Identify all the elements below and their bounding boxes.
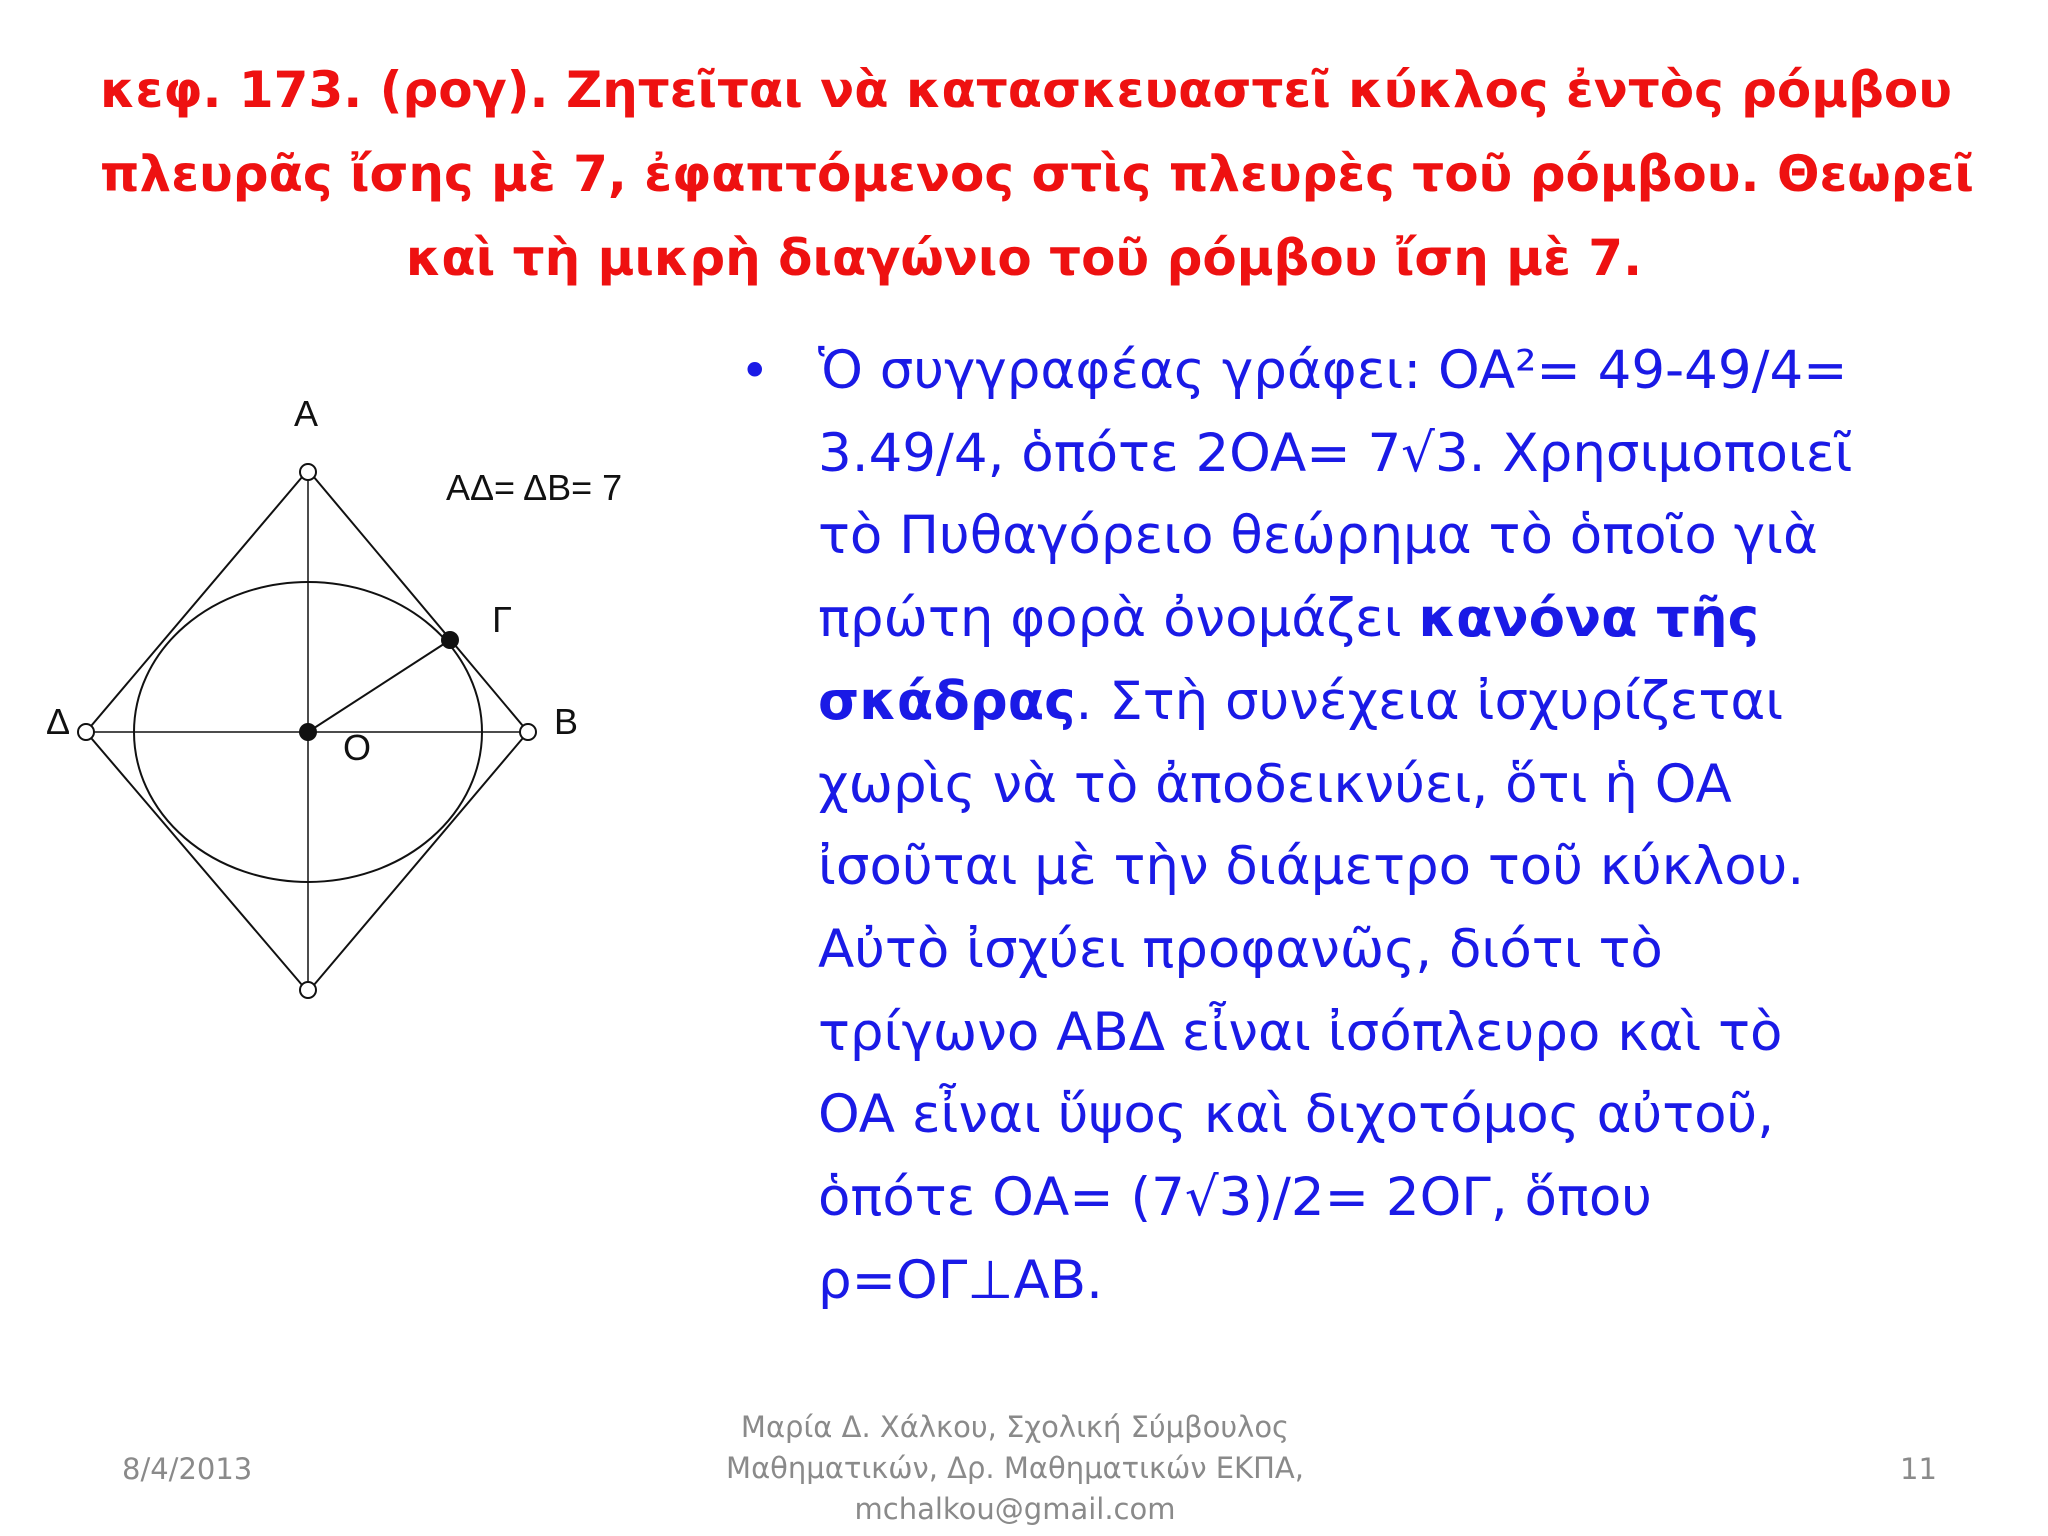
title-line-1: κεφ. 173. (ρογ). Ζητεῖται νὰ κατασκευαστεῖ κύκλος ἐντὸς ρόμβου (100, 61, 1952, 119)
label-a: A (293, 393, 319, 434)
point-gamma-marker (441, 631, 459, 649)
vertex-delta-marker (78, 724, 94, 740)
vertex-b-marker (520, 724, 536, 740)
footer-email: mchalkou@gmail.com (854, 1492, 1176, 1526)
body-line: 3.49/4, ὁπότε 2OA= 7√3. Χρησιμοποιεῖ (818, 422, 1853, 484)
label-gamma: Γ (492, 599, 512, 640)
body-line (818, 578, 2018, 661)
body-text-fragment: . Στὴ συνέχεια ἰσχυρίζεται (1075, 670, 1784, 732)
footer-author-line: Μαθηματικών, Δρ. Μαθηματικών ΕΚΠΑ, (726, 1451, 1304, 1485)
body-line (818, 661, 2018, 744)
body-line: χωρὶς νὰ τὸ ἀποδεικνύει, ὅτι ἡ OA (818, 753, 1732, 815)
body-line: ρ=OΓ⊥AB. (818, 1249, 1103, 1311)
footer-author-line: Μαρία Δ. Χάλκου, Σχολική Σύμβουλος (740, 1410, 1290, 1444)
body-line: Ὁ συγγραφέας γράφει: OA²= 49-49/4= (818, 340, 1848, 401)
emphasis-skadras: σκάδρας (818, 670, 1076, 732)
point-o-marker (299, 723, 317, 741)
vertex-bottom-marker (300, 982, 316, 998)
body-line: τρίγωνο ABΔ εἶναι ἰσόπλευρο καὶ τὸ (818, 1001, 1783, 1063)
title-line-3: καὶ τὴ μικρὴ διαγώνιο τοῦ ρόμβου ἴση μὲ 7. (405, 229, 1643, 287)
body-line: τὸ Πυθαγόρειο θεώρημα τὸ ὁποῖο γιὰ (818, 505, 1818, 567)
body-line: ὁπότε OA= (7√3)/2= 2OΓ, ὅπου (818, 1167, 1652, 1229)
body-text-fragment: πρώτη φορὰ ὀνομάζει (818, 588, 1419, 650)
body-line: Αὐτὸ ἰσχύει προφανῶς, διότι τὸ (818, 918, 1663, 980)
label-b: B (553, 701, 579, 742)
body-line: OA εἶναι ὕψος καὶ διχοτόμος αὐτοῦ, (818, 1084, 1775, 1146)
radius-og (308, 640, 450, 732)
footer-date: 8/4/2013 (122, 1452, 253, 1486)
bullet-paragraph (818, 330, 2018, 1322)
page-number: 11 (1900, 1452, 1937, 1486)
rhombus-diagram (0, 360, 720, 1040)
body-line: ἰσοῦται μὲ τὴν διάμετρο τοῦ κύκλου. (818, 836, 1805, 898)
slide-title (100, 48, 1974, 300)
label-delta: Δ (45, 701, 71, 742)
footer-author (700, 1407, 1330, 1530)
emphasis-kanona: κανόνα τῆς (1418, 588, 1759, 650)
diagram-equation: AΔ= ΔB= 7 (446, 467, 623, 508)
bullet-dot: • (740, 342, 770, 400)
label-o: O (342, 727, 372, 768)
vertex-a-marker (300, 464, 316, 480)
title-line-2: πλευρᾶς ἴσης μὲ 7, ἐφαπτόμενος στὶς πλευρὲς τοῦ ρόμβου. Θεωρεῖ (100, 145, 1974, 203)
